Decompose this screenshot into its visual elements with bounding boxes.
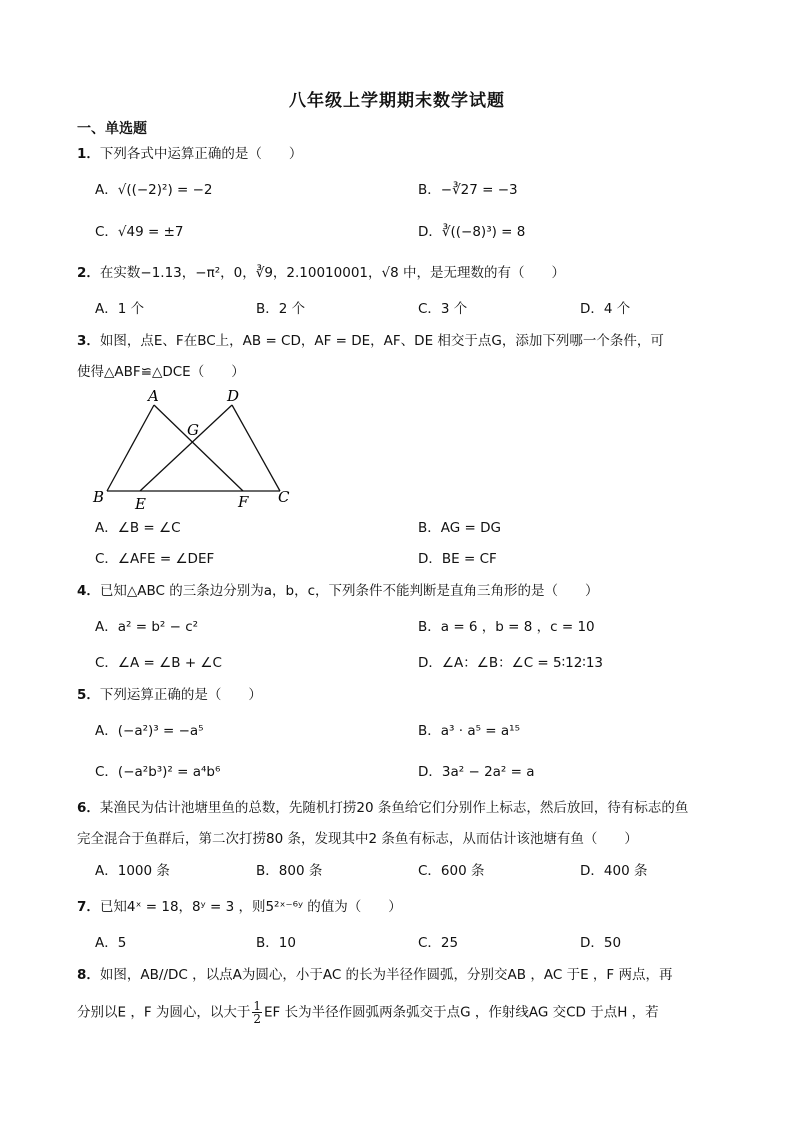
fraction-denominator: 2 <box>253 1012 262 1026</box>
question-6-line-2: 完全混合于鱼群后，第二次打捞80 条，发现其中2 条鱼有标志，从而估计该池塘有鱼（ ） <box>77 831 638 847</box>
segment-ab <box>107 405 154 491</box>
q2-option-a[interactable]: A．1 个 <box>95 301 145 317</box>
fraction-numerator: 1 <box>253 999 262 1013</box>
question-text-part-2: EF 长为半径作圆弧两条弧交于点G ，作射线AG 交CD 于点H ，若 <box>264 1004 659 1021</box>
q5-option-a[interactable]: A．(−a²)³ = −a⁵ <box>95 723 204 739</box>
fraction-one-half <box>252 1000 262 1025</box>
question-number: 8． <box>77 967 100 983</box>
question-5 <box>77 685 262 705</box>
question-text: 下列运算正确的是（ ） <box>99 687 262 703</box>
q1-option-d[interactable]: D．∛((−8)³) = 8 <box>418 224 526 240</box>
label-c: C <box>278 488 290 506</box>
label-d: D <box>227 387 240 405</box>
question-number: 4． <box>77 583 100 599</box>
question-text-line-1: 如图，点E、F在BC上，AB = CD，AF = DE，AF、DE 相交于点G，添加下列哪一个条件，可 <box>99 333 664 349</box>
question-text: 下列各式中运算正确的是（ ） <box>99 146 303 162</box>
question-4 <box>77 581 599 601</box>
q3-option-a[interactable]: A．∠B = ∠C <box>95 520 181 536</box>
q7-option-a[interactable]: A．5 <box>95 935 127 951</box>
label-a: A <box>148 387 159 405</box>
question-number: 3． <box>77 333 100 349</box>
label-b: B <box>93 488 105 506</box>
q2-option-c[interactable]: C．3 个 <box>418 301 468 317</box>
question-8 <box>77 965 672 985</box>
question-number: 5． <box>77 687 100 703</box>
q1-option-b[interactable]: B．−∛27 = −3 <box>418 182 518 198</box>
q6-option-a[interactable]: A．1000 条 <box>95 863 170 879</box>
question-text: 已知△ABC 的三条边分别为a，b，c，下列条件不能判断是直角三角形的是（ ） <box>99 583 599 599</box>
q6-option-d[interactable]: D．400 条 <box>580 863 648 879</box>
q5-option-c[interactable]: C．(−a²b³)² = a⁴b⁶ <box>95 764 221 780</box>
q7-option-b[interactable]: B．10 <box>256 935 296 951</box>
triangle-figure <box>90 385 300 515</box>
question-number: 6． <box>77 800 100 816</box>
label-g: G <box>187 421 199 439</box>
q5-option-d[interactable]: D．3a² − 2a² = a <box>418 764 535 780</box>
q3-option-b[interactable]: B．AG = DG <box>418 520 501 536</box>
question-number: 1． <box>77 146 100 162</box>
q3-option-d[interactable]: D．BE = CF <box>418 551 497 567</box>
segment-af <box>154 405 243 491</box>
q2-option-b[interactable]: B．2 个 <box>256 301 306 317</box>
question-text-part-1: 分别以E ，F 为圆心，以大于 <box>77 1004 251 1021</box>
q4-option-d[interactable]: D．∠A：∠B：∠C = 5∶12∶13 <box>418 655 603 671</box>
page-title: 八年级上学期期末数学试题 <box>289 91 505 111</box>
question-text: 已知4ˣ = 18，8ʸ = 3 ，则5²ˣ⁻⁶ʸ 的值为（ ） <box>99 899 402 915</box>
q1-option-a[interactable]: A．√((−2)²) = −2 <box>95 182 213 198</box>
question-8-line-2 <box>77 1000 659 1025</box>
label-e: E <box>135 495 146 513</box>
label-f: F <box>238 493 249 511</box>
question-2 <box>77 263 565 283</box>
question-text-line-1: 某渔民为估计池塘里鱼的总数，先随机打捞20 条鱼给它们分别作上标志，然后放回，待有标志的鱼 <box>99 800 689 816</box>
q4-option-c[interactable]: C．∠A = ∠B + ∠C <box>95 655 222 671</box>
q4-option-b[interactable]: B．a = 6 ，b = 8 ，c = 10 <box>418 619 595 635</box>
question-number: 7． <box>77 899 100 915</box>
q4-option-a[interactable]: A．a² = b² − c² <box>95 619 199 635</box>
segment-de <box>140 405 232 491</box>
question-text: 在实数−1.13，−π²，0，∛9，2.10010001，√8 中，是无理数的有（ ） <box>99 265 565 281</box>
q7-option-c[interactable]: C．25 <box>418 935 459 951</box>
q3-option-c[interactable]: C．∠AFE = ∠DEF <box>95 551 215 567</box>
question-number: 2． <box>77 265 100 281</box>
section-heading: 一、单选题 <box>77 121 147 137</box>
q5-option-b[interactable]: B．a³ · a⁵ = a¹⁵ <box>418 723 520 739</box>
question-1 <box>77 144 302 164</box>
question-3-line-2: 使得△ABF≌△DCE（ ） <box>77 364 245 380</box>
q6-option-b[interactable]: B．800 条 <box>256 863 323 879</box>
question-6 <box>77 798 688 818</box>
q7-option-d[interactable]: D．50 <box>580 935 622 951</box>
question-text-line-1: 如图，AB//DC ，以点A为圆心，小于AC 的长为半径作圆弧，分别交AB ，AC 于E ，F 两点，再 <box>99 967 673 983</box>
question-7 <box>77 897 402 917</box>
q2-option-d[interactable]: D．4 个 <box>580 301 631 317</box>
q1-option-c[interactable]: C．√49 = ±7 <box>95 224 184 240</box>
segment-dc <box>232 405 280 491</box>
question-3 <box>77 331 664 351</box>
q6-option-c[interactable]: C．600 条 <box>418 863 485 879</box>
